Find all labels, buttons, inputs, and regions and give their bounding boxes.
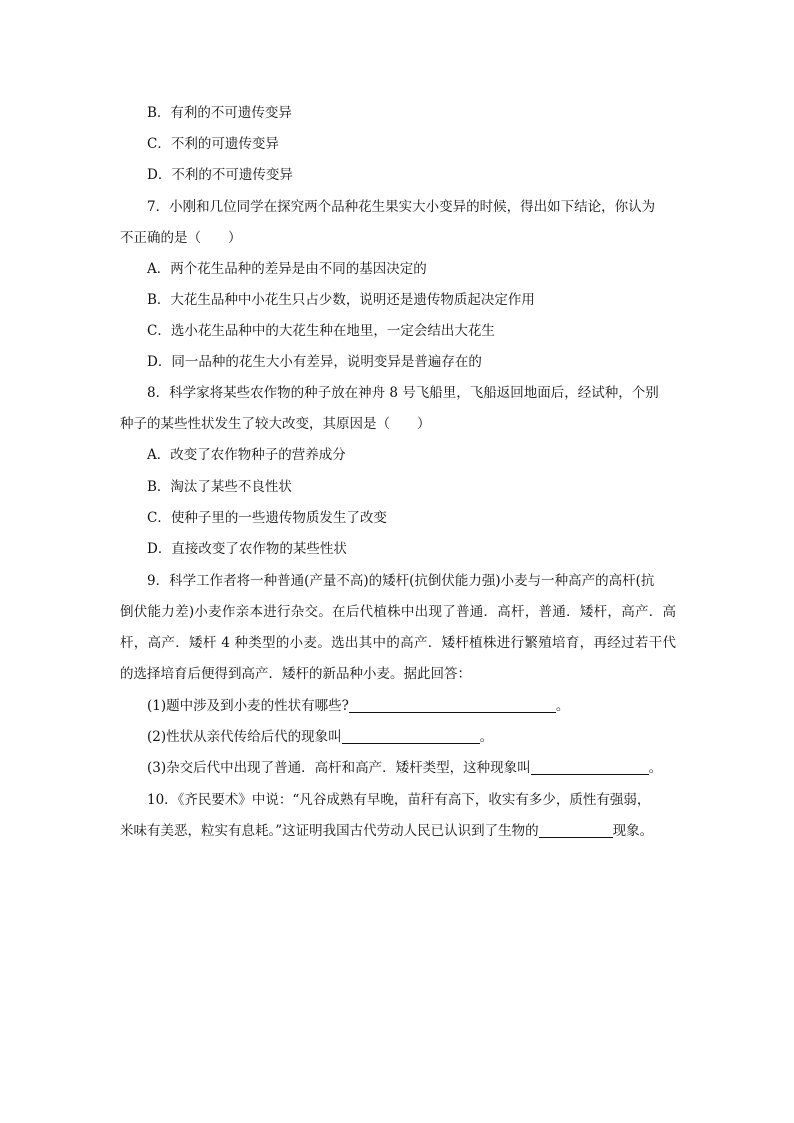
q9-sub3-text: (3)杂交后代中出现了普通．高杆和高产．矮杆类型，这种现象叫 (147, 760, 531, 776)
q6-option-d: D．不利的不可遗传变异 (147, 167, 293, 183)
q8-option-a: A．改变了农作物种子的营养成分 (147, 447, 346, 463)
q9-sub2-answer-blank[interactable] (342, 729, 480, 744)
q8-stem-line2: 种子的某些性状发生了较大改变，其原因是（ ） (120, 416, 431, 432)
q8-option-d: D．直接改变了农作物的某些性状 (147, 541, 347, 557)
q7-option-d: D．同一品种的花生大小有差异，说明变异是普遍存在的 (147, 354, 482, 370)
q10-stem-line2 (120, 822, 653, 840)
q9-sub3-answer-blank[interactable] (531, 760, 649, 775)
q10-stem-line2-end: 现象。 (612, 823, 654, 839)
q9-stem-line1: 9．科学工作者将一种普通(产量不高)的矮杆(抗倒伏能力强)小麦与一种高产的高杆(抗 (147, 573, 655, 589)
q6-option-b: B．有利的不可遗传变异 (147, 105, 292, 121)
q7-stem-line2: 不正确的是（ ） (120, 230, 242, 246)
q7-option-b: B．大花生品种中小花生只占少数，说明还是遗传物质起决定作用 (147, 292, 535, 308)
q8-option-b: B．淘汰了某些不良性状 (147, 479, 292, 495)
q7-option-c: C．选小花生品种中的大花生种在地里，一定会结出大花生 (147, 323, 495, 339)
q9-sub1-end: 。 (555, 698, 570, 714)
q8-stem-line1: 8．科学家将某些农作物的种子放在神舟 8 号飞船里，飞船返回地面后，经试种，个别 (147, 385, 659, 401)
q9-sub1-text: (1)题中涉及到小麦的性状有哪些? (147, 698, 349, 714)
q9-sub1-answer-blank[interactable] (349, 698, 556, 713)
q9-sub2-end: 。 (479, 729, 494, 745)
q7-option-a: A．两个花生品种的差异是由不同的基因决定的 (147, 261, 427, 277)
q9-stem-line3: 杆，高产．矮杆 4 种类型的小麦。选出其中的高产．矮杆植株进行繁殖培育，再经过若干代 (120, 635, 676, 651)
q9-stem-line2: 倒伏能力差)小麦作亲本进行杂交。在后代植株中出现了普通．高杆，普通．矮杆，高产．高 (120, 604, 676, 620)
q9-sub2-text: (2)性状从亲代传给后代的现象叫 (147, 729, 342, 745)
q9-stem-line4: 的选择培育后便得到高产．矮杆的新品种小麦。据此回答： (120, 666, 471, 682)
q8-option-c: C．使种子里的一些遗传物质发生了改变 (147, 510, 387, 526)
q6-option-c: C．不利的可遗传变异 (147, 136, 279, 152)
q10-answer-blank[interactable] (539, 823, 613, 838)
q9-sub1 (147, 697, 569, 715)
q7-stem-line1: 7．小刚和几位同学在探究两个品种花生果实大小变异的时候，得出如下结论，你认为 (147, 199, 656, 215)
q10-stem-line1: 10．《齐民要术》中说：“凡谷成熟有早晚，苗秆有高下，收实有多少，质性有强弱， (147, 792, 651, 808)
q9-sub3 (147, 759, 662, 777)
q9-sub3-end: 。 (648, 760, 663, 776)
q9-sub2 (147, 728, 493, 746)
q10-stem-line2-text: 米味有美恶，粒实有息耗。”这证明我国古代劳动人民已认识到了生物的 (120, 823, 539, 839)
